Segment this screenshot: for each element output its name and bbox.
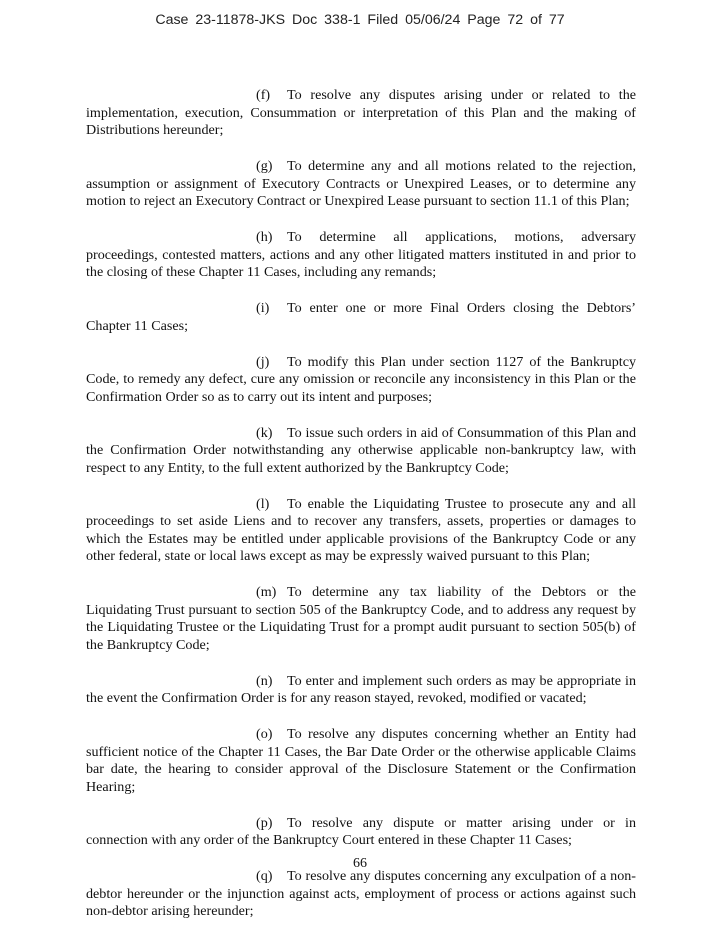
item-marker: (l) xyxy=(256,495,270,512)
list-item xyxy=(86,158,636,211)
list-item xyxy=(86,229,636,282)
filed-date: Filed 05/06/24 xyxy=(367,12,461,28)
item-text: To issue such orders in aid of Consummation of this Plan and the Confirmation Order notwithstanding any otherwise applicable non-bankruptcy law, with respect to any Entity, to the full extent authorized by the Bankruptcy Code; xyxy=(86,424,636,476)
item-text: To resolve any disputes concerning whether an Entity had sufficient notice of the Chapter 11 Cases, the Bar Date Order or the otherwise applicable Claims bar date, the hearing to consider approval of the Disclosure Statement or the Confirmation Hearing; xyxy=(86,726,636,795)
item-marker: (n) xyxy=(256,672,273,689)
item-text: To modify this Plan under section 1127 of the Bankruptcy Code, to remedy any defect, cure any omission or reconcile any inconsistency in this Plan or the Confirmation Order so as to carry out its intent and purposes; xyxy=(86,353,636,405)
list-item xyxy=(86,300,636,335)
list-item xyxy=(86,87,636,140)
court-filing-header xyxy=(0,12,720,28)
item-text: To resolve any disputes concerning any exculpation of a non-debtor hereunder or the injunction against acts, employment of process or actions against such non-debtor arising hereunder; xyxy=(86,868,636,919)
item-text: To determine any and all motions related to the rejection, assumption or assignment of Executory Contracts or Unexpired Leases, or to determine any motion to reject an Executory Contract or Unexpired Lease pursuant to section 11.1 of this Plan; xyxy=(86,158,636,209)
item-marker: (f) xyxy=(256,87,271,103)
item-text: To enter and implement such orders as may be appropriate in the event the Confirmation Order is for any reason stayed, revoked, modified or vacated; xyxy=(86,672,636,706)
item-marker: (q) xyxy=(256,868,273,884)
item-marker: (p) xyxy=(256,814,273,831)
doc-number: Doc 338-1 xyxy=(292,12,361,28)
item-text: To enable the Liquidating Trustee to prosecute any and all proceedings to set aside Liens and to recover any transfers, assets, properties or damages to which the Estates may be entitled under applicable provisions of the Bankruptcy Code or any other federal, state or local laws except as may be expressly waived pursuant to this Plan; xyxy=(86,495,636,564)
item-text: To determine any tax liability of the Debtors or the Liquidating Trust pursuant to section 505 of the Bankruptcy Code, and to address any request by the Liquidating Trustee or the Liquidating Trust for a prompt audit pursuant to section 505(b) of the Bankruptcy Code; xyxy=(86,584,636,653)
item-marker: (k) xyxy=(256,424,273,441)
page-of-total: Page 72 of 77 xyxy=(467,12,565,28)
list-item xyxy=(86,673,636,708)
item-text: To determine all applications, motions, adversary proceedings, contested matters, actions and any other litigated matters instituted in and prior to the closing of these Chapter 11 Cases, including any remands; xyxy=(86,229,636,280)
page-number: 66 xyxy=(353,856,367,871)
item-marker: (j) xyxy=(256,353,270,370)
list-item xyxy=(86,425,636,478)
item-marker: (g) xyxy=(256,158,273,174)
item-marker: (i) xyxy=(256,300,270,316)
list-item xyxy=(86,584,636,654)
item-text: To resolve any disputes arising under or related to the implementation, execution, Consummation or interpretation of this Plan and the making of Distributions hereunder; xyxy=(86,87,636,138)
item-text: To resolve any dispute or matter arising under or in connection with any order of the Bankruptcy Court entered in these Chapter 11 Cases; xyxy=(86,814,636,848)
list-item xyxy=(86,726,636,796)
list-item xyxy=(86,354,636,407)
list-item xyxy=(86,815,636,850)
item-marker: (m) xyxy=(256,584,277,600)
item-marker: (o) xyxy=(256,726,273,742)
list-item xyxy=(86,868,636,921)
item-marker: (h) xyxy=(256,229,273,245)
case-number: Case 23-11878-JKS xyxy=(155,12,286,28)
list-item xyxy=(86,496,636,566)
item-text: To enter one or more Final Orders closing the Debtors’ Chapter 11 Cases; xyxy=(86,300,636,334)
document-body xyxy=(86,87,636,939)
